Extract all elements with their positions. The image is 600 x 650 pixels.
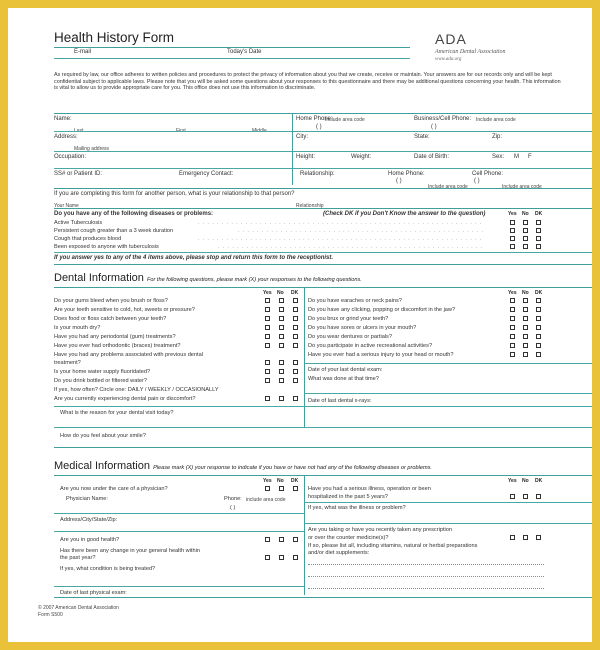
dob-label: Date of Birth:: [414, 154, 450, 160]
checkbox-yes[interactable]: [265, 396, 270, 401]
health-change-question: Has there been any change in your general health within: [60, 548, 200, 554]
no-header: No: [522, 211, 529, 217]
dental-top-line: [54, 287, 592, 288]
medical-left-line-3: [54, 586, 304, 587]
checkbox-yes[interactable]: [510, 535, 515, 540]
relationship-small-label: Relationship: [296, 203, 324, 209]
business-phone-paren: ( ): [431, 124, 437, 130]
checkbox-dk[interactable]: [293, 307, 298, 312]
medical-right-line-1: [304, 502, 592, 503]
medicine-question: Are you taking or have you recently taken any prescription: [308, 527, 452, 533]
medicine-list-instructions-cont: and/or diet supplements:: [308, 550, 370, 556]
checkbox-dk[interactable]: [536, 352, 541, 357]
state-label: State:: [414, 134, 430, 140]
grid-line-4: [54, 168, 592, 169]
dental-right-line-1: [304, 363, 592, 364]
home-phone-label: Home Phone:: [296, 116, 333, 122]
checkbox-dk[interactable]: [293, 486, 298, 491]
grid-line-7: [54, 252, 592, 253]
checkbox-no[interactable]: [279, 325, 284, 330]
leader-dots: . . . . . . . . . . . . . . . . . . . . . . . . . . . . . . . . . . . . . . . . . . . . . . . . . . . . . . . . . . . .: [198, 220, 483, 226]
dental-left-dk-header: DK: [291, 290, 299, 296]
leader-dots: . . . . . . . . . . . . . . . . . . . . . . . . . . . . . . . . . . . . . . . . . . . . . . . . . . . . . . . .: [218, 244, 484, 250]
checkbox-no[interactable]: [523, 228, 528, 233]
grid-line-8: [54, 264, 592, 265]
occupation-label: Occupation:: [54, 154, 87, 160]
medical-left-dk-header: DK: [291, 478, 299, 484]
checkbox-yes[interactable]: [265, 334, 270, 339]
disease-item: Cough that produces blood: [54, 236, 122, 242]
home-phone-2-areacode-hint: Include area code: [428, 184, 468, 190]
dental-right-yes-header: Yes: [508, 290, 517, 296]
grid-line-6: [54, 208, 592, 209]
dental-question: Does food or floss catch between your teeth?: [54, 316, 167, 322]
checkbox-dk[interactable]: [536, 343, 541, 348]
serious-illness-question: Have you had a serious illness, operation or been: [308, 486, 431, 492]
form-number: Form S500: [38, 612, 63, 618]
checkbox-yes[interactable]: [510, 494, 515, 499]
cell-phone-label: Cell Phone:: [472, 171, 504, 177]
last-exam-label: Date of your last dental exam:: [308, 367, 383, 373]
physician-phone-label: Phone:: [224, 496, 242, 502]
weight-label: Weight:: [351, 154, 372, 160]
checkbox-yes[interactable]: [265, 537, 270, 542]
name-label: Name:: [54, 116, 72, 122]
checkbox-no[interactable]: [279, 334, 284, 339]
checkbox-yes[interactable]: [265, 325, 270, 330]
sex-f-option[interactable]: F: [528, 154, 532, 160]
business-phone-areacode-hint: Include area code: [476, 117, 516, 123]
checkbox-no[interactable]: [523, 307, 528, 312]
ada-org-name: American Dental Association: [435, 49, 506, 55]
checkbox-no[interactable]: [279, 298, 284, 303]
medical-right-line-2: [304, 523, 592, 524]
dental-title-text: Dental Information: [54, 272, 144, 284]
dental-subtitle: For the following questions, please mark (X) your responses to the following questions.: [146, 277, 362, 283]
ssn-label: SS# or Patient ID:: [54, 171, 103, 177]
checkbox-yes[interactable]: [265, 343, 270, 348]
dental-right-no-header: No: [522, 290, 529, 296]
medical-right-no-header: No: [522, 478, 529, 484]
checkbox-yes[interactable]: [510, 298, 515, 303]
checkbox-dk[interactable]: [293, 537, 298, 542]
checkbox-dk[interactable]: [536, 325, 541, 330]
dental-question: Do you have sores or ulcers in your mouth?: [308, 325, 417, 331]
health-change-question-cont: the past year?: [60, 555, 96, 561]
checkbox-yes[interactable]: [510, 352, 515, 357]
checkbox-dk[interactable]: [536, 316, 541, 321]
smile-label: How do you feel about your smile?: [60, 433, 146, 439]
disease-item: Persistent cough greater than a 3 week duration: [54, 228, 174, 234]
checkbox-dk[interactable]: [536, 307, 541, 312]
ada-logo: ADA: [435, 31, 467, 47]
address-label: Address:: [54, 134, 78, 140]
middle-name-hint: Middle: [252, 128, 267, 134]
visit-reason-label: What is the reason for your dental visit today?: [60, 410, 174, 416]
dental-question: Do you participate in active recreational activities?: [308, 343, 433, 349]
condition-treated-label: If yes, what condition is being treated?: [60, 566, 156, 572]
medicine-list-line-3: [308, 588, 544, 589]
checkbox-dk[interactable]: [536, 236, 541, 241]
checkbox-dk[interactable]: [536, 535, 541, 540]
checkbox-yes[interactable]: [265, 298, 270, 303]
dental-bottom-line: [54, 447, 592, 448]
medicine-list-line-1: [308, 564, 544, 565]
dk-header: DK: [535, 211, 543, 217]
dental-question: If yes, how often? Circle one: DAILY / WEEKLY / OCCASIONALLY: [54, 387, 219, 393]
illness-problem-label: If yes, what was the illness or problem?: [308, 505, 406, 511]
checkbox-no[interactable]: [523, 298, 528, 303]
checkbox-yes[interactable]: [510, 334, 515, 339]
checkbox-dk[interactable]: [293, 343, 298, 348]
header-line-bottom: [54, 58, 410, 59]
dental-question: treatment?: [54, 360, 81, 366]
your-name-label: Your Name: [54, 203, 79, 209]
dental-question: Have you ever had a serious injury to your head or mouth?: [308, 352, 454, 358]
home-phone-2-paren: ( ): [396, 178, 402, 184]
checkbox-dk[interactable]: [536, 244, 541, 249]
header-line-top: [54, 47, 410, 48]
last-name-hint: Last: [74, 128, 84, 134]
dental-left-no-header: No: [277, 290, 284, 296]
checkbox-dk[interactable]: [536, 494, 541, 499]
checkbox-no[interactable]: [279, 555, 284, 560]
checkbox-no[interactable]: [523, 334, 528, 339]
checkbox-dk[interactable]: [293, 334, 298, 339]
medical-left-yes-header: Yes: [263, 478, 272, 484]
dental-question: Do you wear dentures or partials?: [308, 334, 392, 340]
checkbox-yes[interactable]: [510, 228, 515, 233]
copyright-text: © 2007 American Dental Association: [38, 605, 119, 611]
form-page: [8, 8, 592, 642]
checkbox-yes[interactable]: [265, 307, 270, 312]
medical-section-title: [54, 460, 432, 472]
medicine-list-instructions: If so, please list all, including vitamins, natural or herbal preparations: [308, 543, 478, 549]
grid-line-1: [54, 113, 592, 114]
checkbox-yes[interactable]: [510, 220, 515, 225]
checkbox-yes[interactable]: [510, 325, 515, 330]
medicine-list-line-2: [308, 576, 544, 577]
leader-dots: . . . . . . . . . . . . . . . . . . . . . . . . . . . . . . . . . . . . . . . . . . . . . . . . . . . .: [238, 228, 485, 234]
dental-section-title: [54, 272, 362, 284]
checkbox-dk[interactable]: [293, 378, 298, 383]
dental-question: Is your mouth dry?: [54, 325, 101, 331]
mailing-address-hint: Mailing address: [74, 146, 110, 152]
dental-right-line-2: [304, 393, 592, 394]
home-phone-areacode-hint: Include area code: [325, 117, 365, 123]
dental-question: Do your gums bleed when you brush or floss?: [54, 298, 168, 304]
checkbox-yes[interactable]: [265, 360, 270, 365]
physician-phone-paren: ( ): [230, 505, 236, 511]
checkbox-no[interactable]: [523, 343, 528, 348]
dk-note: (Check DK if you Don't Know the answer to the question): [323, 211, 486, 217]
disease-item: Been exposed to anyone with tuberculosis: [54, 244, 159, 250]
height-label: Height:: [296, 154, 316, 160]
checkbox-dk[interactable]: [293, 316, 298, 321]
home-phone-2-label: Home Phone:: [388, 171, 425, 177]
checkbox-no[interactable]: [523, 220, 528, 225]
checkbox-yes[interactable]: [265, 555, 270, 560]
ada-url: www.ada.org: [435, 57, 462, 62]
disease-item: Active Tuberculosis: [54, 220, 103, 226]
checkbox-yes[interactable]: [510, 236, 515, 241]
dental-question: Is your home water supply fluoridated?: [54, 369, 151, 375]
checkbox-no[interactable]: [279, 396, 284, 401]
checkbox-dk[interactable]: [293, 396, 298, 401]
email-label: E-mail: [74, 49, 92, 55]
checkbox-dk[interactable]: [293, 360, 298, 365]
checkbox-no[interactable]: [279, 343, 284, 348]
checkbox-no[interactable]: [279, 369, 284, 374]
under-care-question: Are you now under the care of a physician?: [60, 486, 168, 492]
leader-dots: . . . . . . . . . . . . . . . . . . . . . . . . . . . . . . . . . . . . . . . . . . . . . . . . . . . . . . . . . . . .: [198, 236, 483, 242]
dental-question: Have you ever had orthodontic (braces) treatment?: [54, 343, 181, 349]
dental-question: Have you had any problems associated with previous dental: [54, 352, 203, 358]
grid-line-2: [54, 131, 592, 132]
dental-question: Do you brux or grind your teeth?: [308, 316, 389, 322]
sex-label: Sex:: [492, 154, 505, 160]
medical-left-line-1: [54, 513, 304, 514]
medical-left-line-2: [54, 531, 304, 532]
grid-vline: [292, 113, 293, 185]
dental-line-3: [54, 406, 592, 407]
checkbox-yes[interactable]: [265, 486, 270, 491]
first-name-hint: First: [176, 128, 186, 134]
dental-question: Do you have earaches or neck pains?: [308, 298, 402, 304]
medicine-question-cont: or over the counter medicine(s)?: [308, 535, 389, 541]
privacy-intro: As required by law, our office adheres to written policies and procedures to protect the privacy of information about you that we create, receive or maintain. Your answers are for our records only and will be kept confidential subject to applicable laws. Please note that you will be asked some questions about your responses to this questionnaire and there may be additional questions concerning your health. This information is vital to allow us to provide appropriate care for you. This office does not use this information to discriminate.: [54, 72, 561, 92]
form-title: Health History Form: [54, 30, 175, 45]
relationship-label: Relationship:: [300, 171, 335, 177]
medical-divider: [304, 475, 305, 595]
xrays-label: Date of last dental x-rays:: [308, 398, 372, 404]
dental-question: Do you drink bottled or filtered water?: [54, 378, 147, 384]
city-label: City:: [296, 134, 308, 140]
zip-label: Zip:: [492, 134, 503, 140]
checkbox-yes[interactable]: [265, 378, 270, 383]
yes-header: Yes: [508, 211, 517, 217]
medical-right-yes-header: Yes: [508, 478, 517, 484]
diseases-header: Do you have any of the following diseases or problems:: [54, 211, 214, 217]
medical-bottom-line: [54, 597, 592, 598]
checkbox-no[interactable]: [523, 535, 528, 540]
medical-top-line: [54, 475, 592, 476]
checkbox-yes[interactable]: [265, 369, 270, 374]
dental-question: Do you have any clicking, popping or discomfort in the jaw?: [308, 307, 456, 313]
last-physical-label: Date of last physical exam:: [60, 590, 127, 596]
dental-line-4: [54, 427, 592, 428]
checkbox-no[interactable]: [279, 378, 284, 383]
checkbox-dk[interactable]: [293, 298, 298, 303]
medical-right-dk-header: DK: [535, 478, 543, 484]
checkbox-yes[interactable]: [510, 316, 515, 321]
grid-line-3: [54, 151, 592, 152]
what-done-label: What was done at that time?: [308, 376, 379, 382]
checkbox-dk[interactable]: [536, 220, 541, 225]
checkbox-yes[interactable]: [265, 316, 270, 321]
home-phone-paren: ( ): [316, 124, 322, 130]
checkbox-no[interactable]: [279, 307, 284, 312]
stop-note: If you answer yes to any of the 4 items above, please stop and return this form to the receptionist.: [54, 255, 334, 261]
checkbox-dk[interactable]: [536, 334, 541, 339]
checkbox-yes[interactable]: [510, 244, 515, 249]
grid-line-5: [54, 188, 592, 189]
sex-m-option[interactable]: M: [514, 154, 519, 160]
dental-question: Are your teeth sensitive to cold, hot, sweets or pressure?: [54, 307, 195, 313]
checkbox-no[interactable]: [279, 537, 284, 542]
physician-name-label: Physician Name:: [66, 496, 108, 502]
checkbox-dk[interactable]: [293, 325, 298, 330]
business-phone-label: Business/Cell Phone:: [414, 116, 472, 122]
dental-question: Are you currently experiencing dental pain or discomfort?: [54, 396, 196, 402]
checkbox-no[interactable]: [523, 316, 528, 321]
checkbox-no[interactable]: [523, 494, 528, 499]
emergency-contact-label: Emergency Contact:: [179, 171, 234, 177]
checkbox-dk[interactable]: [293, 555, 298, 560]
medical-subtitle: Please mark (X) your response to indicate if you have or have not had any of the following diseases or problems.: [153, 465, 432, 471]
checkbox-yes[interactable]: [510, 343, 515, 348]
physician-areacode-hint: include area code: [246, 497, 286, 503]
checkbox-no[interactable]: [279, 360, 284, 365]
good-health-question: Are you in good health?: [60, 537, 120, 543]
dental-left-yes-header: Yes: [263, 290, 272, 296]
checkbox-no[interactable]: [523, 236, 528, 241]
cell-phone-paren: ( ): [474, 178, 480, 184]
physician-address-label: Address/City/State/Zip:: [60, 517, 118, 523]
medical-title-text: Medical Information: [54, 460, 150, 472]
checkbox-dk[interactable]: [293, 369, 298, 374]
checkbox-no[interactable]: [523, 352, 528, 357]
medical-left-no-header: No: [277, 478, 284, 484]
checkbox-dk[interactable]: [536, 228, 541, 233]
dental-question: Have you had any periodontal (gum) treatments?: [54, 334, 176, 340]
checkbox-no[interactable]: [279, 486, 284, 491]
checkbox-no[interactable]: [279, 316, 284, 321]
checkbox-no[interactable]: [523, 325, 528, 330]
dental-right-dk-header: DK: [535, 290, 543, 296]
checkbox-no[interactable]: [523, 244, 528, 249]
cell-phone-areacode-hint: Include area code: [502, 184, 542, 190]
serious-illness-question-cont: hospitalized in the past 5 years?: [308, 494, 388, 500]
relationship-question: If you are completing this form for another person, what is your relationship to that person?: [54, 191, 295, 197]
checkbox-dk[interactable]: [536, 298, 541, 303]
todays-date-label: Today's Date: [227, 49, 262, 55]
checkbox-yes[interactable]: [510, 307, 515, 312]
